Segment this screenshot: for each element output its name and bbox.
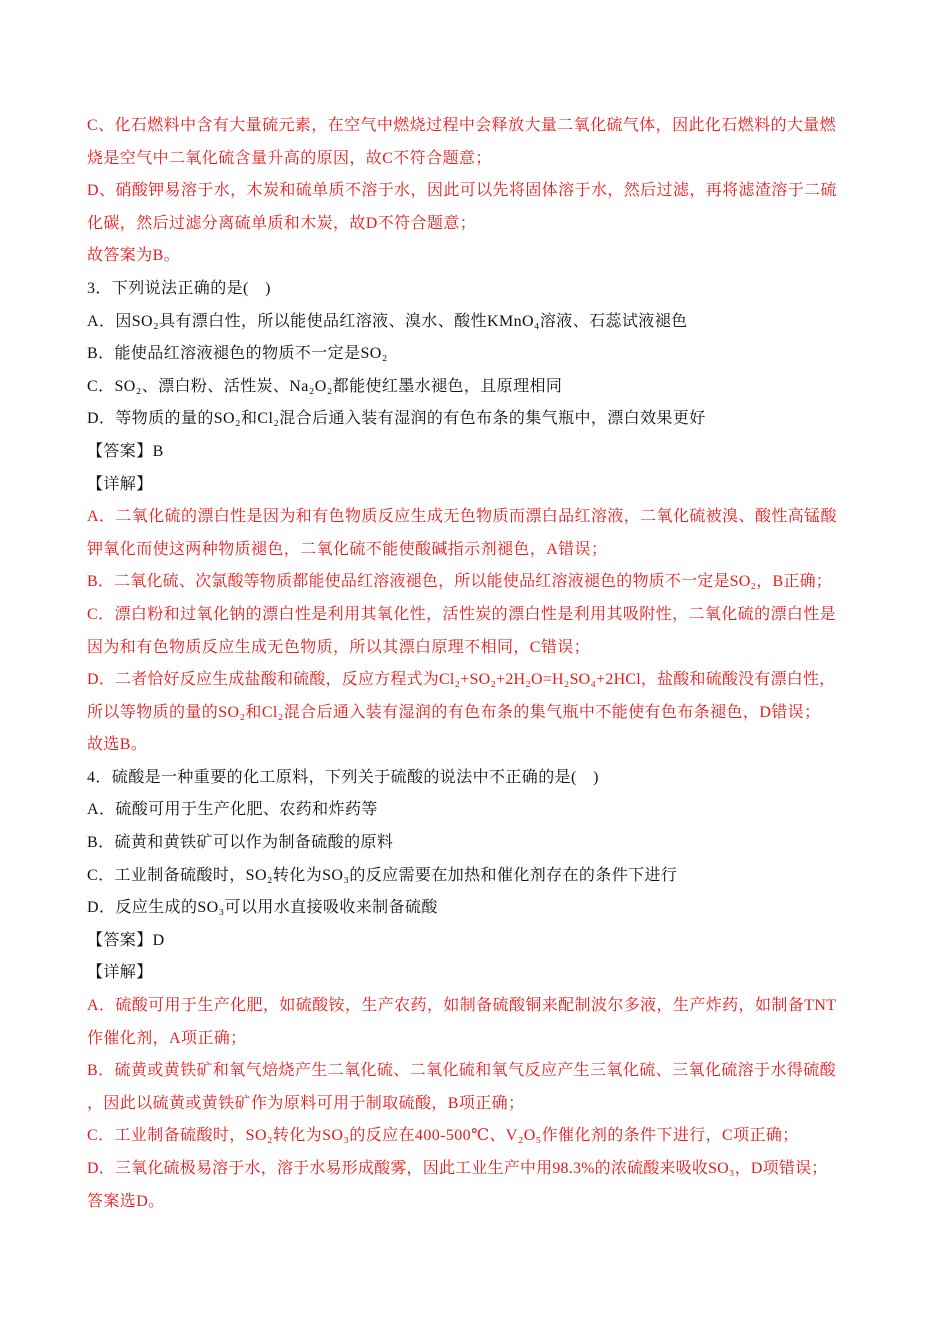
question-4-option-b: B．硫黄和黄铁矿可以作为制备硫酸的原料 xyxy=(87,834,394,852)
document-body xyxy=(87,110,853,1218)
question-4-explanation-heading: 【详解】 xyxy=(87,964,153,982)
question-3-explanation-line-2: 钾氧化而使这两种物质褪色，二氧化硫不能使酸碱指示剂褪色，A错误； xyxy=(87,540,608,558)
question-3-explanation-line-8: 故选B。 xyxy=(87,736,148,754)
question-3-explanation-line-3: B．二氧化硫、次氯酸等物质都能使品红溶液褪色，所以能使品红溶液褪色的物质不一定是SO₂，B正确； xyxy=(87,573,832,591)
question-4-explanation-line-5: C．工业制备硫酸时，SO₂转化为SO₃的反应在400-500℃、V₂O₅作催化剂的条件下进行，C项正确； xyxy=(87,1127,799,1145)
question-3-explanation-line-4: C．漂白粉和过氧化钠的漂白性是利用其氧化性，活性炭的漂白性是利用其吸附性，二氧化硫的漂白性是 xyxy=(87,605,837,623)
question-4-option-a: A．硫酸可用于生产化肥、农药和炸药等 xyxy=(87,801,378,819)
question-3-option-b: B．能使品红溶液褪色的物质不一定是SO₂ xyxy=(87,345,388,363)
question-3-option-a: A．因SO₂具有漂白性，所以能使品红溶液、溴水、酸性KMnO₄溶液、石蕊试液褪色 xyxy=(87,312,688,330)
question-4-explanation-line-4: ，因此以硫黄或黄铁矿作为原料可用于制取硫酸，B项正确； xyxy=(87,1094,525,1112)
question-3-explanation-line-5: 因为和有色物质反应生成无色物质，所以其漂白原理不相同，C错误； xyxy=(87,638,591,656)
question-4-explanation-line-3: B．硫黄或黄铁矿和氧气焙烧产生二氧化硫、二氧化硫和氧气反应产生三氧化硫、三氧化硫溶于水得硫酸 xyxy=(87,1062,837,1080)
question-3-answer: 【答案】B xyxy=(87,442,164,460)
question-4-explanation-line-2: 作催化剂，A项正确； xyxy=(87,1029,247,1047)
question-4-option-c: C．工业制备硫酸时，SO₂转化为SO₃的反应需要在加热和催化剂存在的条件下进行 xyxy=(87,866,678,884)
question-3-explanation-line-7: 所以等物质的量的SO₂和Cl₂混合后通入装有湿润的有色布条的集气瓶中不能使有色布条褪色，D错误； xyxy=(87,703,821,721)
question-4-stem: 4．硫酸是一种重要的化工原料，下列关于硫酸的说法中不正确的是( ) xyxy=(87,768,599,786)
question-3-option-d: D．等物质的量的SO₂和Cl₂混合后通入装有湿润的有色布条的集气瓶中，漂白效果更好 xyxy=(87,410,706,428)
question-3-explanation-line-6: D．二者恰好反应生成盐酸和硫酸，反应方程式为Cl₂+SO₂+2H₂O=H₂SO₄+2HCl，盐酸和硫酸没有漂白性， xyxy=(87,671,836,689)
question-4-explanation-line-7: 答案选D。 xyxy=(87,1192,165,1210)
question-3-option-c: C．SO₂、漂白粉、活性炭、Na₂O₂都能使红墨水褪色，且原理相同 xyxy=(87,377,563,395)
text-line-4: 化碳，然后过滤分离硫单质和木炭，故D不符合题意； xyxy=(87,214,477,232)
question-3-explanation-line-1: A．二氧化硫的漂白性是因为和有色物质反应生成无色物质而漂白品红溶液，二氧化硫被溴、酸性高锰酸 xyxy=(87,508,837,526)
text-line-3: D、硝酸钾易溶于水，木炭和硫单质不溶于水，因此可以先将固体溶于水，然后过滤，再将滤渣溶于二硫 xyxy=(87,182,837,200)
question-4-explanation-line-1: A．硫酸可用于生产化肥，如硫酸铵，生产农药，如制备硫酸铜来配制波尔多液，生产炸药，如制备TNT xyxy=(87,997,837,1015)
question-4-answer: 【答案】D xyxy=(87,931,165,949)
question-4-explanation-line-6: D．三氧化硫极易溶于水，溶于水易形成酸雾，因此工业生产中用98.3%的浓硫酸来吸收SO₃，D项错误； xyxy=(87,1160,828,1177)
text-line-1: C、化石燃料中含有大量硫元素，在空气中燃烧过程中会释放大量二氧化硫气体，因此化石燃料的大量燃 xyxy=(87,117,837,134)
question-4-option-d: D．反应生成的SO₃可以用水直接吸收来制备硫酸 xyxy=(87,899,438,917)
question-3-stem: 3．下列说法正确的是( ) xyxy=(87,279,271,297)
question-3-explanation-heading: 【详解】 xyxy=(87,475,153,493)
text-line-2: 烧是空气中二氧化硫含量升高的原因，故C不符合题意； xyxy=(87,149,492,167)
text-line-5: 故答案为B。 xyxy=(87,247,181,265)
